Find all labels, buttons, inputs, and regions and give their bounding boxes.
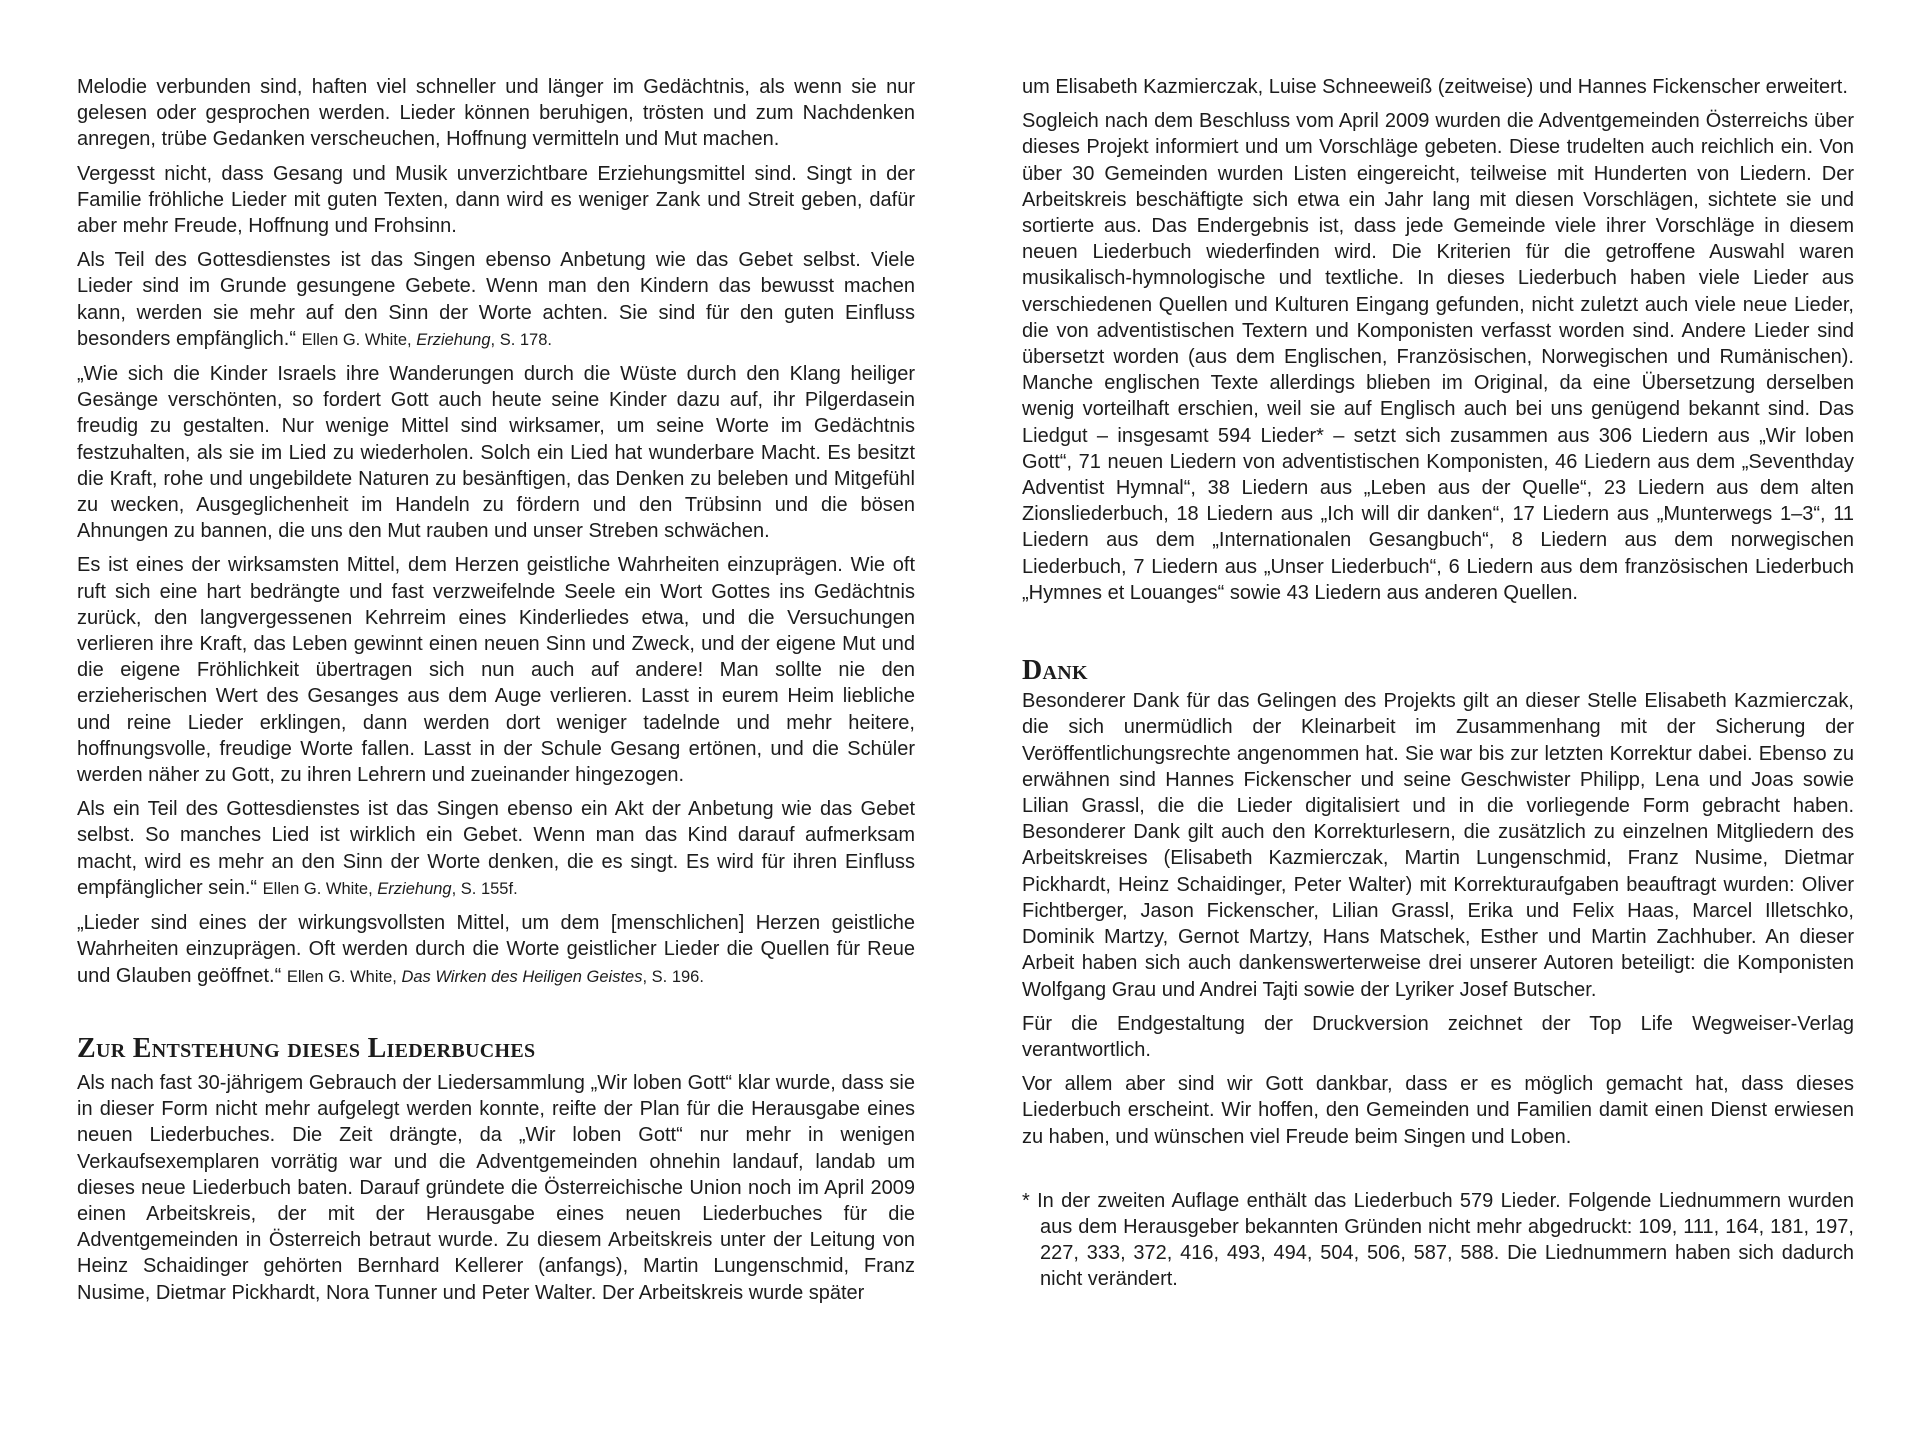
quote-paragraph: Als ein Teil des Gottesdienstes ist das Singen ebenso ein Akt der Anbetung wie das Gebet selbst. So manches Lied ist wirklich ein Gebet. Wenn man das Kind darauf aufmerksam macht, wird es mehr an den Sinn der Worte denken, die es singt. Es wird für ihren Einfluss empfänglicher sein.“ Ellen G. White, Erziehung, S. 155f. [77, 798, 915, 899]
citation: Ellen G. White, Erziehung, S. 155f. [262, 879, 518, 898]
paragraph: Besonderer Dank für das Gelingen des Projekts gilt an dieser Stelle Elisabeth Kazmierczak, die sich unermüdlich der Kleinarbeit im Zusammenhang mit der Sicherung der Veröffentlichungsrechte angenommen hat. Sie war bis zur letzten Korrektur dabei. Ebenso zu erwähnen sind Hannes Fickenscher und seine Geschwister Philipp, Lena und Joas sowie Lilian Grassl, die die Lieder digitalisiert und in die vorliegende Form gebracht haben. Besonderer Dank gilt auch den Korrekturlesern, die zusätzlich zu einzelnen Mitgliedern des Arbeitskreises (Elisabeth Kazmierczak, Martin Lungenschmid, Franz Nusime, Dietmar Pickhardt, Heinz Schaidinger, Peter Walter) mit Korrekturaufgaben beauftragt wurden: Oliver Fichtberger, Jason Fickenscher, Lilian Grassl, Erika und Felix Haas, Marcel Illetschko, Dominik Martzy, Gernot Martzy, Hans Matschek, Esther und Martin Zachhuber. An dieser Arbeit haben sich auch dankenswerterweise drei unserer Autoren beteiligt: die Komponisten Wolfgang Grau und Andrei Tajti sowie der Lyriker Josef Butscher. [1022, 690, 1854, 1001]
quote-paragraph: „Lieder sind eines der wirkungsvollsten Mittel, um dem [menschlichen] Herzen geistliche Wahrheiten einzuprägen. Oft werden durch die Worte geistlicher Lieder die Quellen für Reue und Glauben geöffnet.“ Ellen G. White, Das Wirken des Heiligen Geistes, S. 196. [77, 912, 915, 987]
right-page [1022, 74, 1854, 1301]
citation: Ellen G. White, Erziehung, S. 178. [301, 330, 552, 349]
footnote: * In der zweiten Auflage enthält das Liederbuch 579 Lieder. Folgende Liednummern wurden aus dem Herausgeber bekannten Gründen nicht mehr abgedruckt: 109, 111, 164, 181, 197, 227, 333, 372, 416, 493, 494, 504, 506, 587, 588. Die Liednummern haben sich dadurch nicht verändert. [1022, 1189, 1854, 1291]
quote-paragraph: „Wie sich die Kinder Israels ihre Wanderungen durch die Wüste durch den Klang heiliger Gesänge verschönten, so fordert Gott auch heute seine Kinder dazu auf, ihr Pilgerdasein freudig zu gestalten. Nur wenige Mittel sind wirksamer, um seine Worte im Gedächtnis festzuhalten, als sie im Lied zu wiederholen. Solch ein Lied hat wunderbare Macht. Es besitzt die Kraft, rohe und ungebildete Naturen zu besänftigen, das Denken zu beleben und Mitgefühl zu wecken, Ausgeglichenheit im Handeln zu fördern und den Trübsinn und die bösen Ahnungen zu bannen, die uns den Mut rauben und unser Streben schwächen. [77, 363, 915, 543]
paragraph: Vor allem aber sind wir Gott dankbar, dass er es möglich gemacht hat, dass dieses Liederbuch erscheint. Wir hoffen, den Gemeinden und Familien damit einen Dienst erwiesen zu haben, und wünschen viel Freude beim Singen und Loben. [1022, 1073, 1854, 1148]
section-heading: Dank [1022, 655, 1088, 687]
paragraph: Als Teil des Gottesdienstes ist das Singen ebenso Anbetung wie das Gebet selbst. Viele Lieder sind im Grunde gesungene Gebete. Wenn man den Kindern das bewusst machen kann, werden sie mehr auf den Sinn der Worte achten. Sie sind für den guten Einfluss besonders empfänglich.“ Ellen G. White, Erziehung, S. 178. [77, 249, 915, 350]
paragraph: um Elisabeth Kazmierczak, Luise Schneeweiß (zeitweise) und Hannes Fickenscher erweitert. [1022, 76, 1848, 98]
left-page [77, 74, 915, 1314]
paragraph: Als nach fast 30-jährigem Gebrauch der Liedersammlung „Wir loben Gott“ klar wurde, dass sie in dieser Form nicht mehr aufgelegt werden konnte, reifte der Plan für die Herausgabe eines neuen Liederbuches. Die Zeit drängte, da „Wir loben Gott“ nur mehr in wenigen Verkaufsexemplaren vorrätig war und die Adventgemeinden ohnehin landauf, landab um dieses neue Liederbuch baten. Darauf gründete die Österreichische Union noch im April 2009 einen Arbeitskreis, der mit der Herausgabe eines neuen Liederbuches für die Adventgemeinden in Österreich betraut wurde. Zu diesem Arbeitskreis unter der Leitung von Heinz Schaidinger gehörten Bernhard Kellerer (anfangs), Martin Lungenschmid, Franz Nusime, Dietmar Pickhardt, Nora Tunner und Peter Walter. Der Arbeitskreis wurde später [77, 1071, 915, 1304]
section-heading: Zur Entstehung dieses Liederbuches [77, 1032, 536, 1064]
paragraph: Sogleich nach dem Beschluss vom April 2009 wurden die Adventgemeinden Österreichs über dieses Projekt informiert und um Vorschläge gebeten. Diese trudelten auch reichlich ein. Von über 30 Gemeinden wurden Listen eingereicht, teilweise mit Hunderten von Liedern. Der Arbeitskreis beschäftigte sich etwa ein Jahr lang mit diesen Vorschlägen, sichtete sie und sortierte aus. Das Endergebnis ist, dass jede Gemeinde viele ihrer Vorschläge in diesem neuen Liederbuch wiederfinden wird. Die Kriterien für die getroffene Auswahl waren musikalisch-hymnologische und textliche. In dieses Liederbuch haben viele Lieder aus verschiedenen Quellen und Kulturen Eingang gefunden, nicht zuletzt auch viele neue Lieder, die von adventistischen Textern und Komponisten verfasst worden sind. Andere Lieder sind übersetzt worden (aus dem Englischen, Französischen, Norwegischen und Rumänischen). Manche englischen Texte allerdings blieben im Original, da eine Übersetzung derselben wenig vorteilhaft erschien, weil sie auf Englisch auch bei uns genügend bekannt sind. Das Liedgut – insgesamt 594 Lieder* – setzt sich zusammen aus 306 Liedern aus „Wir loben Gott“, 71 neuen Liedern von adventistischen Komponisten, 46 Liedern aus dem „Seventhday Adventist Hymnal“, 38 Liedern aus „Leben aus der Quelle“, 23 Liedern aus dem alten Zionsliederbuch, 18 Liedern aus „Ich will dir danken“, 17 Liedern aus „Munterwegs 1–3“, 11 Liedern aus dem „Internationalen Gesangbuch“, 8 Liedern aus dem norwegischen Liederbuch, 7 Liedern aus „Unser Liederbuch“, 6 Liedern aus dem französischen Liederbuch „Hymnes et Louanges“ sowie 43 Liedern aus anderen Quellen. [1022, 110, 1854, 604]
citation: Ellen G. White, Das Wirken des Heiligen Geistes, S. 196. [286, 967, 704, 986]
paragraph: Für die Endgestaltung der Druckversion zeichnet der Top Life Wegweiser-Verlag verantwortlich. [1022, 1012, 1854, 1061]
paragraph: Melodie verbunden sind, haften viel schneller und länger im Gedächtnis, als wenn sie nur gelesen oder gesprochen werden. Lieder können beruhigen, trösten und zum Nachdenken anregen, trübe Gedanken verscheuchen, Hoffnung vermitteln und Mut machen. [77, 76, 915, 151]
paragraph: Vergesst nicht, dass Gesang und Musik unverzichtbare Erziehungsmittel sind. Singt in der Familie fröhliche Lieder mit guten Texten, dann wird es weniger Zank und Streit geben, dafür aber mehr Freude, Hoffnung und Frohsinn. [77, 162, 915, 238]
quote-paragraph: Es ist eines der wirksamsten Mittel, dem Herzen geistliche Wahrheiten einzuprägen. Wie oft ruft sich eine hart bedrängte und fast verzweifelnde Seele ein Wort Gottes ins Gedächtnis zurück, den langvergessenen Kehrreim eines Kinderliedes etwa, und die Versuchungen verlieren ihre Kraft, das Leben gewinnt einen neuen Sinn und Zweck, und der eigene Mut und die eigene Fröhlichkeit übertragen sich nun auch auf andere! Man sollte nie den erzieherischen Wert des Gesanges aus dem Auge verlieren. Lasst in eurem Heim liebliche und reine Lieder erklingen, dann werden dort weniger tadelnde und mehr heitere, hoffnungsvolle, freudige Worte fallen. Lasst in der Schule Gesang ertönen, und die Schüler werden näher zu Gott, zu ihren Lehrern und zueinander hingezogen. [77, 554, 915, 787]
